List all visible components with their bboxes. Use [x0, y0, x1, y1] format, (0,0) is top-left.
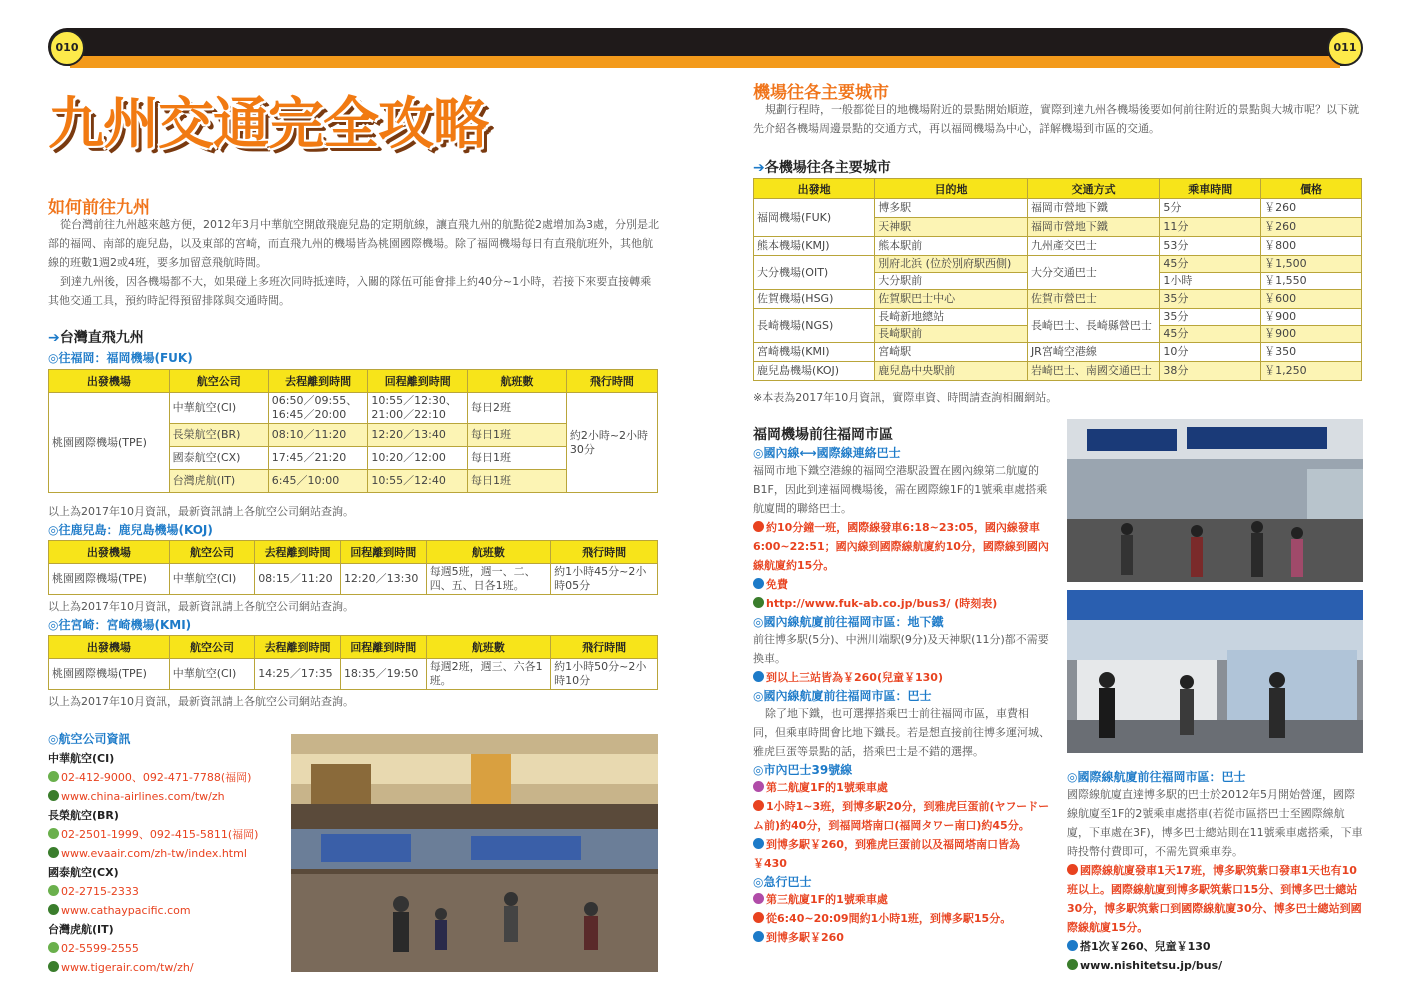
koj-note: 以上為2017年10月資訊，最新資訊請上各航空公司網站查詢。: [48, 600, 354, 613]
subway-station-photo: [1067, 419, 1363, 582]
airline-info-heading: ◎航空公司資訊: [48, 732, 131, 746]
table-cell: 桃園國際機場(TPE): [49, 659, 170, 690]
col-header: 交通方式: [1027, 179, 1159, 199]
fuk-flights-table: [48, 369, 658, 493]
globe-icon: [1067, 959, 1078, 970]
table-cell: JR宮崎空港線: [1027, 343, 1159, 362]
table-row: [754, 343, 1362, 362]
kmi-note: 以上為2017年10月資訊，最新資訊請上各航空公司網站查詢。: [48, 695, 354, 708]
table-cell: 鹿兒島中央駅前: [875, 362, 1028, 381]
airline-name: 國泰航空(CX): [48, 866, 119, 879]
coin-icon: [753, 578, 764, 589]
bus-stop-text: 第二航廈1F的1號乘車處: [753, 778, 1050, 797]
col-header: 去程離到時間: [268, 370, 368, 393]
airport-hall-photo: [291, 734, 658, 972]
table-cell: 每日2班: [468, 393, 567, 424]
table-cell: 12:20／13:30: [340, 564, 426, 595]
table-cell: 38分: [1160, 362, 1261, 381]
table-cell: 佐賀市營巴士: [1027, 290, 1159, 309]
airline-name: 中華航空(CI): [48, 752, 115, 765]
table-cell: ￥600: [1261, 290, 1362, 309]
airline-phone: 02-2501-1999、092-415-5811(福岡): [48, 825, 283, 844]
table-row: [754, 237, 1362, 256]
table-cell: 12:20／13:40: [368, 424, 468, 447]
table-cell: 10:55／12:30、21:00／22:10: [368, 393, 468, 424]
table-cell: 5分: [1160, 199, 1261, 218]
top-bar-accent: [70, 56, 1340, 68]
subheading: ◎國際線航廈前往福岡市區：巴士: [1067, 770, 1246, 784]
table-cell: 11分: [1160, 218, 1261, 237]
col-header: 飛行時間: [551, 636, 658, 659]
subheading: ◎急行巴士: [753, 875, 812, 889]
table-cell: 每週2班，週三、六各1班。: [426, 659, 550, 690]
paragraph: 國際線航廈直達博多駅的巴士於2012年5月開始營運，國際線航廈至1F的2號乘車處搭車(若從市區搭巴士至國際線航廈，下車處在3F)，博多巴士總站則在11號乘車處搭乘，下車時投幣付費即可，不需先買乘車券。: [1067, 788, 1363, 858]
table-header-row: [49, 636, 658, 659]
clock-icon: [753, 521, 764, 532]
city-table-note: ※本表為2017年10月資訊，實際車資、時間請查詢相關網站。: [753, 391, 1058, 404]
page-number-left: 010: [49, 30, 85, 66]
clock-icon: [753, 800, 764, 811]
airline-phone: 02-5599-2555: [48, 939, 283, 958]
table-cell: 45分: [1160, 326, 1261, 343]
paragraph: 除了地下鐵，也可選擇搭乘巴士前往福岡市區，車費相同，但乘車時間會比地下鐵長。若是想直接前往博多運河城、雅虎巨蛋等景點的話，搭乘巴士是不錯的選擇。: [753, 707, 1050, 758]
col-header: 回程離到時間: [340, 636, 426, 659]
table-cell: 長榮航空(BR): [169, 424, 268, 447]
col-header: 航空公司: [169, 541, 254, 564]
clock-icon: [753, 912, 764, 923]
table-cell: 每週5班，週一、二、四、五、日各1班。: [426, 564, 550, 595]
airline-name: 長榮航空(BR): [48, 809, 119, 822]
phone-icon: [48, 942, 59, 953]
table-cell: 10分: [1160, 343, 1261, 362]
col-header: 航班數: [426, 541, 550, 564]
col-header: 航班數: [426, 636, 550, 659]
table-cell: 6:45／10:00: [268, 470, 368, 493]
flight-time-cell: 約2小時~2小時30分: [566, 393, 657, 493]
coin-icon: [753, 931, 764, 942]
col-header: 去程離到時間: [255, 541, 341, 564]
table-cell: 岩崎巴士、南國交通巴士: [1027, 362, 1159, 381]
table-cell: 桃園國際機場(TPE): [49, 564, 170, 595]
airline-website[interactable]: www.cathaypacific.com: [48, 901, 283, 920]
table-cell: 約1小時45分~2小時05分: [551, 564, 658, 595]
table-cell: 約1小時50分~2小時10分: [551, 659, 658, 690]
bus-stop-text: 第三航廈1F的1號乘車處: [753, 890, 1050, 909]
globe-icon: [753, 597, 764, 608]
col-header: 乘車時間: [1160, 179, 1261, 199]
table-cell: 九州產交巴士: [1027, 237, 1159, 256]
direct-flights-heading: ➔台灣直飛九州: [48, 330, 144, 346]
table-cell: ￥260: [1261, 218, 1362, 237]
table-cell: ￥1,550: [1261, 273, 1362, 290]
coin-icon: [1067, 940, 1078, 951]
table-cell: 佐賀機場(HSG): [754, 290, 875, 309]
paragraph: 福岡市地下鐵空港線的福岡空港駅設置在國內線第二航廈的B1F，因此到達福岡機場後，需在國際線1F的1號乘車處搭乘航廈間的聯絡巴士。: [753, 464, 1048, 515]
subheading: ◎國內線⟷國際線連絡巴士: [753, 446, 901, 460]
table-row: [754, 199, 1362, 218]
subheading: ◎市內巴士39號線: [753, 763, 853, 777]
table-row: [49, 393, 658, 424]
fare-text: 到博多駅￥260: [753, 928, 1050, 947]
arrow-right-icon: ➔: [753, 160, 765, 176]
table-cell: 45分: [1160, 256, 1261, 273]
table-cell: 宮崎駅: [875, 343, 1028, 362]
table-cell: 長崎巴士、長崎縣營巴士: [1027, 309, 1159, 343]
subheading: ◎國內線航廈前往福岡市區：巴士: [753, 689, 932, 703]
table-cell: 10:55／12:40: [368, 470, 468, 493]
table-cell: 大分駅前: [875, 273, 1028, 290]
airline-phone: 02-412-9000、092-471-7788(福岡): [48, 768, 283, 787]
table-cell: 佐賀駅巴士中心: [875, 290, 1028, 309]
fare-text: 到博多駅￥260，到雅虎巨蛋前以及福岡塔南口皆為￥430: [753, 838, 1020, 870]
table-cell: ￥350: [1261, 343, 1362, 362]
table-cell: ￥900: [1261, 326, 1362, 343]
coin-icon: [753, 838, 764, 849]
col-header: 航班數: [468, 370, 567, 393]
section-heading-how-to-go: 如何前往九州: [48, 198, 150, 218]
phone-icon: [48, 885, 59, 896]
arrow-right-icon: ➔: [48, 330, 60, 346]
table-header-row: [754, 179, 1362, 199]
table-cell: 1小時: [1160, 273, 1261, 290]
table-header-row: [49, 370, 658, 393]
globe-icon: [48, 961, 59, 972]
table-cell: 每日1班: [468, 424, 567, 447]
table-cell: ￥900: [1261, 309, 1362, 326]
airline-phone: 02-2715-2333: [48, 882, 283, 901]
origin-cell: 桃園國際機場(TPE): [49, 393, 170, 493]
paragraph: 前往博多駅(5分)、中洲川端駅(9分)及天神駅(11分)都不需要換車。: [753, 633, 1049, 665]
table-cell: 08:10／11:20: [268, 424, 368, 447]
kmi-title: ◎往宮崎：宮崎機場(KMI): [48, 618, 192, 632]
page-number-right: 011: [1327, 30, 1363, 66]
fuk-title: ◎往福岡：福岡機場(FUK): [48, 351, 193, 365]
right-heading: 機場往各主要城市: [753, 83, 889, 103]
col-header: 飛行時間: [551, 541, 658, 564]
bus-stop-icon: [753, 781, 764, 792]
table-cell: 中華航空(CI): [169, 659, 254, 690]
airline-name: 台灣虎航(IT): [48, 923, 114, 936]
kmi-flights-table: [48, 635, 658, 690]
globe-icon: [48, 847, 59, 858]
globe-icon: [48, 904, 59, 915]
schedule-text: 約10分鐘一班，國際線發車6:18~23:05，國內線發車6:00~22:51；國內線到國際線航廈約10分，國際線到國內線航廈約15分。: [753, 521, 1049, 572]
col-header: 出發機場: [49, 370, 170, 393]
website-link[interactable]: http://www.fuk-ab.co.jp/bus3/ (時刻表): [753, 594, 1050, 613]
table-cell: 福岡機場(FUK): [754, 199, 875, 237]
col-header: 出發地: [754, 179, 875, 199]
table-cell: 17:45／21:20: [268, 447, 368, 470]
table-cell: 18:35／19:50: [340, 659, 426, 690]
table-cell: 每日1班: [468, 447, 567, 470]
table-cell: 長崎駅前: [875, 326, 1028, 343]
phone-icon: [48, 771, 59, 782]
table-cell: 別府北浜 (位於別府駅西側): [875, 256, 1028, 273]
city-table-heading: ➔各機場往各主要城市: [753, 160, 891, 176]
intro-paragraph-1: 從台灣前往九州越來越方便，2012年3月中華航空開啟飛鹿兒島的定期航線，讓直飛九州的航點從2處增加為3處，分別是北部的福岡、南部的鹿兒島，以及東部的宮崎，而直飛九州的機場皆為桃園國際機場。除了福岡機場每日有直飛航班外，其他航線的班數1週2或4班，要多加留意飛航時間。: [48, 218, 659, 269]
table-cell: 每日1班: [468, 470, 567, 493]
schedule-text: 國際線航廈發車1天17班，博多駅筑紫口發車1天也有10班以上。國際線航廈到博多駅筑紫口15分、到博多巴士總站30分，博多駅筑紫口到國際線航廈30分、博多巴士總站到國際線航廈15分。: [1067, 864, 1362, 934]
intro-paragraph-2: 到達九州後，因各機場都不大，如果碰上多班次同時抵達時，入關的隊伍可能會排上約40分~1小時，若接下來要直接轉乘其他交通工具，預約時記得預留排隊與交通時間。: [48, 275, 652, 307]
col-header: 出發機場: [49, 541, 170, 564]
table-row: [754, 290, 1362, 309]
schedule-text: 從6:40~20:09間約1小時1班，到博多駅15分。: [753, 909, 1050, 928]
fuk-note: 以上為2017年10月資訊，最新資訊請上各航空公司網站查詢。: [48, 505, 354, 518]
table-cell: 熊本駅前: [875, 237, 1028, 256]
bus-stop-icon: [753, 893, 764, 904]
fare-text: 免費: [753, 575, 1050, 594]
table-cell: ￥1,250: [1261, 362, 1362, 381]
fuk-city-column-1: [753, 444, 1050, 947]
col-header: 回程離到時間: [340, 541, 426, 564]
table-cell: 35分: [1160, 290, 1261, 309]
table-cell: 福岡市營地下鐵: [1027, 218, 1159, 237]
right-intro: 規劃行程時，一般都從目的地機場附近的景點開始順遊，實際到達九州各機場後要如何前往附近的景點與大城市呢？以下就先介紹各機場周邊景點的交通方式，再以福岡機場為中心，詳解機場到市區的交通。: [753, 103, 1359, 135]
clock-icon: [1067, 864, 1078, 875]
col-header: 飛行時間: [566, 370, 657, 393]
table-cell: 14:25／17:35: [255, 659, 341, 690]
table-cell: 長崎新地總站: [875, 309, 1028, 326]
table-row: [49, 564, 658, 595]
table-cell: 天神駅: [875, 218, 1028, 237]
table-cell: 鹿兒島機場(KOJ): [754, 362, 875, 381]
airport-city-table: [753, 178, 1362, 381]
phone-icon: [48, 828, 59, 839]
col-header: 航空公司: [169, 636, 254, 659]
col-header: 價格: [1261, 179, 1362, 199]
table-cell: 35分: [1160, 309, 1261, 326]
col-header: 出發機場: [49, 636, 170, 659]
koj-flights-table: [48, 540, 658, 595]
bus-ticket-counter-photo: [1067, 590, 1363, 753]
table-cell: 熊本機場(KMJ): [754, 237, 875, 256]
schedule-text: 1小時1~3班，到博多駅20分，到雅虎巨蛋前(ヤフードーム前)約40分，到福岡塔南口(福岡タワー南口)約45分。: [753, 800, 1050, 832]
fuk-city-heading: 福岡機場前往福岡市區: [753, 427, 893, 443]
col-header: 航空公司: [169, 370, 268, 393]
table-header-row: [49, 541, 658, 564]
table-cell: 中華航空(CI): [169, 564, 254, 595]
table-cell: 宮崎機場(KMI): [754, 343, 875, 362]
table-cell: 國泰航空(CX): [169, 447, 268, 470]
fare-text: 到以上三站皆為￥260(兒童￥130): [753, 668, 1050, 687]
table-cell: 福岡市營地下鐵: [1027, 199, 1159, 218]
table-cell: ￥800: [1261, 237, 1362, 256]
globe-icon: [48, 790, 59, 801]
table-row: [754, 256, 1362, 273]
col-header: 去程離到時間: [255, 636, 341, 659]
table-cell: 台灣虎航(IT): [169, 470, 268, 493]
airline-website[interactable]: www.china-airlines.com/tw/zh: [48, 787, 283, 806]
table-row: [754, 309, 1362, 326]
fare-text: 搭1次￥260、兒童￥130: [1067, 937, 1363, 956]
page-title: 九州交通完全攻略: [48, 92, 488, 157]
table-cell: 大分交通巴士: [1027, 256, 1159, 290]
coin-icon: [753, 671, 764, 682]
col-header: 目的地: [875, 179, 1028, 199]
table-cell: 06:50／09:55、16:45／20:00: [268, 393, 368, 424]
airline-website[interactable]: www.tigerair.com/tw/zh/: [48, 958, 283, 977]
table-cell: 大分機場(OIT): [754, 256, 875, 290]
koj-title: ◎往鹿兒島：鹿兒島機場(KOJ): [48, 523, 213, 537]
table-cell: ￥260: [1261, 199, 1362, 218]
table-cell: 10:20／12:00: [368, 447, 468, 470]
table-cell: ￥1,500: [1261, 256, 1362, 273]
subheading: ◎國內線航廈前往福岡市區：地下鐵: [753, 615, 944, 629]
table-cell: 長崎機場(NGS): [754, 309, 875, 343]
table-row: [49, 659, 658, 690]
col-header: 回程離到時間: [368, 370, 468, 393]
table-cell: 博多駅: [875, 199, 1028, 218]
table-cell: 53分: [1160, 237, 1261, 256]
table-cell: 08:15／11:20: [255, 564, 341, 595]
website-link[interactable]: www.nishitetsu.jp/bus/: [1067, 956, 1363, 975]
airline-website[interactable]: www.evaair.com/zh-tw/index.html: [48, 844, 283, 863]
airline-list: [48, 749, 283, 977]
table-row: [754, 362, 1362, 381]
table-cell: 中華航空(CI): [169, 393, 268, 424]
fuk-city-column-2: [1067, 768, 1363, 975]
